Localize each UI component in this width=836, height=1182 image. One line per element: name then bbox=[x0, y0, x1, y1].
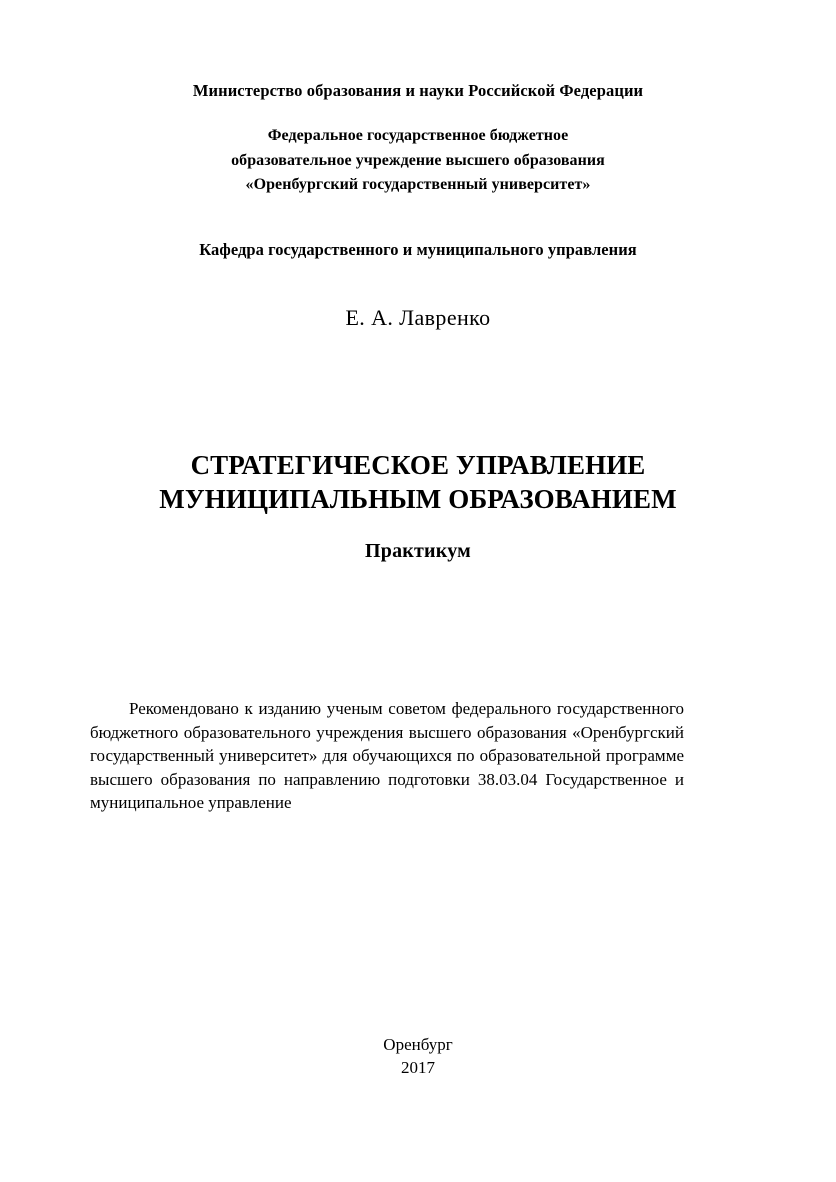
institution-line-2: образовательное учреждение высшего образования bbox=[231, 151, 605, 169]
footer-city: Оренбург bbox=[383, 1035, 453, 1054]
institution-block bbox=[0, 124, 836, 198]
page-title-line-1: СТРАТЕГИЧЕСКОЕ УПРАВЛЕНИЕ bbox=[190, 450, 646, 480]
department-line: Кафедра государственного и муниципального управления bbox=[199, 240, 637, 259]
page-subtitle: Практикум bbox=[365, 540, 471, 562]
institution-line-1: Федеральное государственное бюджетное bbox=[267, 127, 569, 144]
recommendation-paragraph: Рекомендовано к изданию ученым советом федерального государственного бюджетного образовательного учреждения высшего образования «Оренбургский государственный университет» для обучающихся по образовательной программе высшего образования по направлению подготовки 38.03.04 Государственное и муниципальное управление bbox=[90, 699, 684, 812]
page-title bbox=[0, 448, 836, 516]
institution-line-3: «Оренбургский государственный университет» bbox=[245, 176, 591, 193]
footer-year: 2017 bbox=[401, 1058, 435, 1077]
ministry-line: Министерство образования и науки Российской Федерации bbox=[192, 81, 644, 100]
author-name: Е. А. Лавренко bbox=[345, 305, 491, 330]
page-title-line-2: МУНИЦИПАЛЬНЫМ ОБРАЗОВАНИЕМ bbox=[159, 484, 677, 514]
